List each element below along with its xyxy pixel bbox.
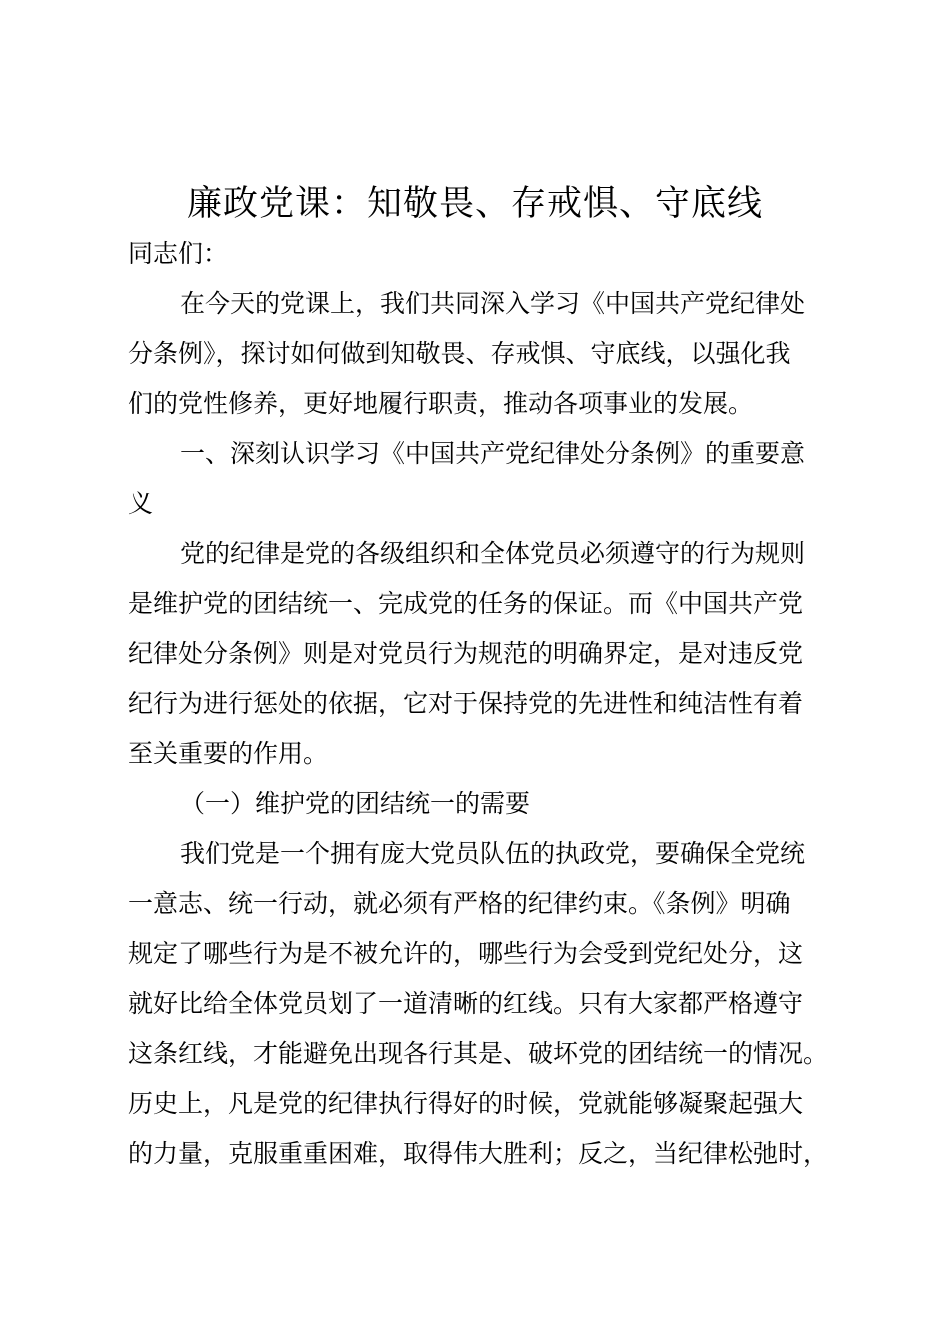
paragraph-line: 就好比给全体党员划了一道清晰的红线。只有大家都严格遵守	[128, 989, 804, 1018]
paragraph-line: 纪行为进行惩处的依据，它对于保持党的先进性和纯洁性有着	[128, 689, 804, 718]
paragraph-line: 是维护党的团结统一、完成党的任务的保证。而《中国共产党	[128, 589, 804, 618]
paragraph-line: 分条例》，探讨如何做到知敬畏、存戒惧、守底线，以强化我	[128, 339, 791, 368]
document-title: 廉政党课：知敬畏、存戒惧、守底线	[186, 184, 763, 224]
paragraph-line: 至关重要的作用。	[128, 739, 329, 768]
section-heading-line: 义	[128, 489, 154, 518]
paragraph-line: 一意志、统一行动，就必须有严格的纪律约束。《条例》明确	[128, 889, 791, 918]
subsection-heading: （一）维护党的团结统一的需要	[180, 789, 531, 818]
paragraph-line: 纪律处分条例》则是对党员行为规范的明确界定，是对违反党	[128, 639, 804, 668]
section-heading-line: 一、深刻认识学习《中国共产党纪律处分条例》的重要意	[180, 439, 806, 468]
paragraph-line: 这条红线，才能避免出现各行其是、破坏党的团结统一的情况。	[128, 1039, 829, 1068]
salutation: 同志们：	[128, 239, 229, 268]
paragraph-line: 我们党是一个拥有庞大党员队伍的执政党，要确保全党统	[180, 839, 806, 868]
paragraph-line: 的力量，克服重重困难，取得伟大胜利；反之，当纪律松弛时，	[128, 1139, 829, 1168]
paragraph-line: 们的党性修养，更好地履行职责，推动各项事业的发展。	[128, 389, 754, 418]
paragraph-line: 规定了哪些行为是不被允许的，哪些行为会受到党纪处分，这	[128, 939, 804, 968]
paragraph-line: 历史上，凡是党的纪律执行得好的时候，党就能够凝聚起强大	[128, 1089, 804, 1118]
paragraph-line: 党的纪律是党的各级组织和全体党员必须遵守的行为规则	[180, 539, 806, 568]
paragraph-line: 在今天的党课上，我们共同深入学习《中国共产党纪律处	[180, 289, 806, 318]
